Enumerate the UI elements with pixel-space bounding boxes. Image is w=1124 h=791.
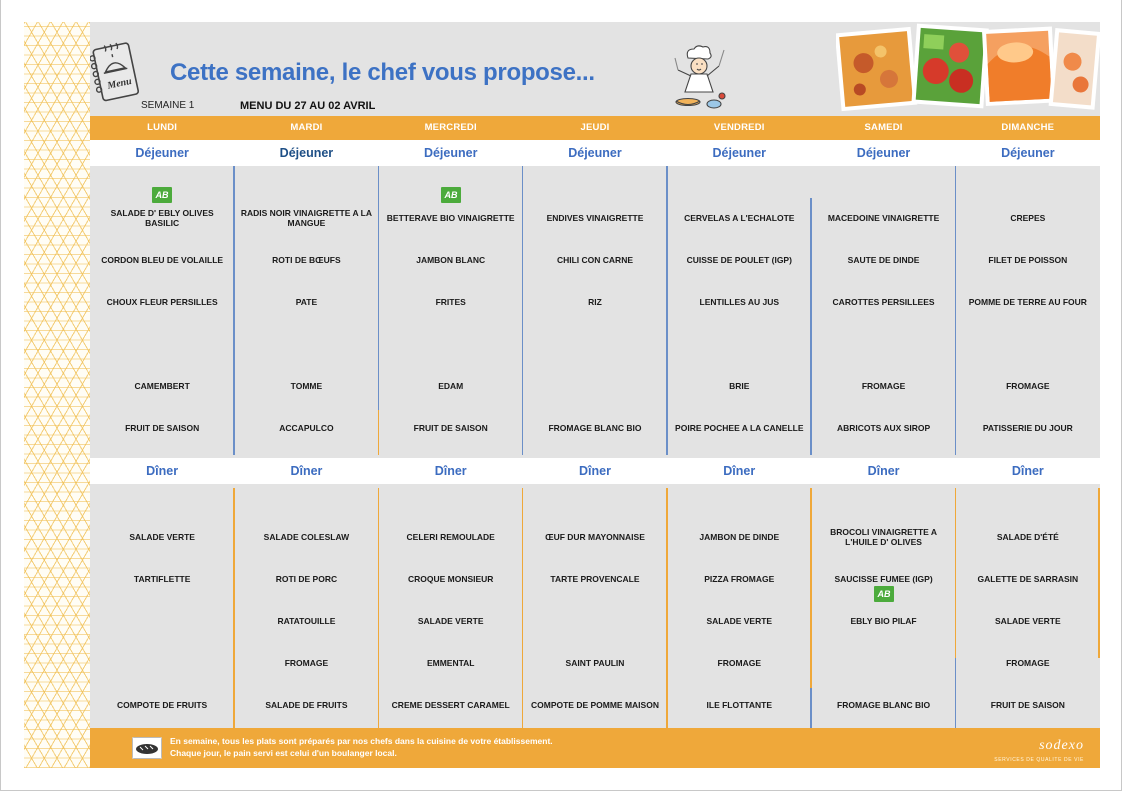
lunch-dish: FILET DE POISSON	[988, 255, 1068, 265]
lunch-header-row	[90, 140, 1100, 166]
dinner-dish: SALADE VERTE	[706, 616, 773, 626]
dinner-dish: FROMAGE	[717, 658, 761, 668]
dinner-label: Dîner	[579, 464, 611, 478]
lunch-label: Déjeuner	[279, 146, 334, 160]
lunch-dish: FRUIT DE SAISON	[413, 423, 488, 433]
lunch-dish: EDAM	[438, 381, 464, 391]
lunch-dish: FRUIT DE SAISON	[125, 423, 200, 433]
organic-ab-label: AB	[877, 589, 891, 599]
column-divider	[233, 166, 235, 455]
brand-logo: sodexo	[1039, 738, 1084, 753]
footer-line-1: En semaine, tous les plats sont préparés par nos chefs dans la cuisine de votre établissement.	[170, 736, 553, 746]
organic-ab-label: AB	[444, 190, 458, 200]
dinner-dish: EMMENTAL	[426, 658, 475, 668]
column-divider	[666, 488, 668, 728]
footer-line-2: Chaque jour, le pain servi est celui d'un boulanger local.	[170, 748, 397, 758]
dinner-dish: SAINT PAULIN	[565, 658, 625, 668]
decorative-pattern	[24, 22, 90, 768]
dinner-dish: ILE FLOTTANTE	[706, 700, 773, 710]
day-header: MARDI	[290, 122, 323, 133]
day-header: DIMANCHE	[1001, 122, 1055, 133]
dinner-dish: ROTI DE PORC	[275, 574, 338, 584]
dinner-dish: EBLY BIO PILAF	[850, 616, 917, 626]
lunch-dish: CERVELAS A L'ECHALOTE	[684, 213, 795, 223]
lunch-dish: ROTI DE BŒUFS	[272, 255, 341, 265]
organic-ab-icon	[874, 586, 894, 602]
lunch-dish: SAUTE DE DINDE	[847, 255, 920, 265]
lunch-dish: CAMEMBERT	[134, 381, 190, 391]
lunch-dish: PATISSERIE DU JOUR	[982, 423, 1073, 433]
day-header: JEUDI	[580, 122, 610, 133]
dinner-dish: COMPOTE DE FRUITS	[117, 700, 208, 710]
dinner-column	[956, 488, 1100, 728]
lunch-column	[234, 166, 378, 455]
dinner-dish: CROQUE MONSIEUR	[407, 574, 494, 584]
lunch-dish: POMME DE TERRE AU FOUR	[968, 297, 1087, 307]
column-divider	[522, 488, 524, 728]
footer-note	[170, 735, 553, 759]
day-header: VENDREDI	[713, 122, 765, 133]
dinner-column	[379, 488, 523, 728]
dinner-dish: RATATOUILLE	[277, 616, 336, 626]
lunch-grid	[90, 166, 1100, 455]
lunch-dish: LENTILLES AU JUS	[699, 297, 780, 307]
lunch-column	[667, 166, 811, 455]
days-header	[90, 116, 1100, 140]
column-divider	[810, 198, 812, 455]
footer-bar	[90, 728, 1100, 768]
organic-ab-label: AB	[155, 190, 169, 200]
page-title: Cette semaine, le chef vous propose...	[170, 59, 595, 86]
dinner-label: Dîner	[1011, 464, 1044, 478]
dinner-dish: CELERI REMOULADE	[406, 532, 495, 542]
column-divider	[810, 488, 812, 688]
food-photos	[836, 22, 1100, 114]
dinner-dish: FRUIT DE SAISON	[990, 700, 1065, 710]
organic-ab-icon	[152, 187, 172, 203]
day-header: MERCREDI	[424, 122, 477, 133]
dinner-dish: FROMAGE BLANC BIO	[837, 700, 931, 710]
lunch-dish: FRITES	[435, 297, 466, 307]
lunch-dish: RADIS NOIR VINAIGRETTE A LA MANGUE	[240, 208, 372, 228]
column-divider	[233, 488, 235, 728]
lunch-column	[956, 166, 1100, 455]
dinner-dish: PIZZA FROMAGE	[704, 574, 775, 584]
lunch-column	[523, 166, 667, 455]
lunch-dish: JAMBON BLANC	[416, 255, 486, 265]
dinner-dish: FROMAGE	[1006, 658, 1050, 668]
dinner-column	[523, 488, 667, 728]
column-divider	[955, 166, 957, 455]
lunch-label: Déjeuner	[423, 146, 478, 160]
menu-sheet	[90, 22, 1100, 768]
column-divider	[955, 658, 957, 728]
lunch-dish: FROMAGE	[861, 381, 906, 391]
lunch-label: Déjeuner	[712, 146, 767, 160]
dinner-label: Dîner	[867, 464, 900, 478]
dinner-dish: SAUCISSE FUMEE (IGP)	[834, 574, 933, 584]
lunch-dish: TOMME	[290, 381, 323, 391]
column-divider	[522, 166, 524, 455]
dinner-dish: GALETTE DE SARRASIN	[977, 574, 1079, 584]
dinner-label: Dîner	[146, 464, 179, 478]
dinner-dish: COMPOTE DE POMME MAISON	[530, 700, 659, 710]
dinner-grid	[90, 488, 1100, 728]
dinner-dish: TARTIFLETTE	[133, 574, 191, 584]
lunch-dish: ACCAPULCO	[279, 423, 334, 433]
lunch-dish: ENDIVES VINAIGRETTE	[546, 213, 644, 223]
column-divider	[378, 488, 380, 728]
dinner-column	[667, 488, 811, 728]
day-header: SAMEDI	[864, 122, 903, 133]
dinner-column	[811, 488, 955, 728]
lunch-dish: MACEDOINE VINAIGRETTE	[827, 213, 940, 223]
dinner-dish: FROMAGE	[284, 658, 329, 668]
lunch-dish: SALADE D' EBLY OLIVES BASILIC	[110, 208, 214, 228]
dinner-dish: SALADE VERTE	[129, 532, 195, 542]
dinner-dish: BROCOLI VINAIGRETTE A L'HUILE D' OLIVES	[830, 527, 937, 547]
dinner-dish: ŒUF DUR MAYONNAISE	[545, 532, 645, 542]
lunch-dish: BRIE	[729, 381, 750, 391]
dinner-dish: SALADE D'ÉTÉ	[996, 532, 1059, 542]
lunch-label: Déjeuner	[135, 146, 189, 160]
dinner-dish: JAMBON DE DINDE	[699, 532, 780, 542]
menu-logo-text: Menu	[106, 75, 133, 92]
dinner-dish: SALADE COLESLAW	[263, 532, 350, 542]
lunch-dish: FROMAGE BLANC BIO	[548, 423, 642, 433]
lunch-dish: BETTERAVE BIO VINAIGRETTE	[386, 213, 515, 223]
column-divider	[378, 410, 380, 455]
lunch-label: Déjeuner	[856, 146, 911, 160]
dinner-label: Dîner	[434, 464, 467, 478]
lunch-dish: CREPES	[1010, 213, 1046, 223]
dinner-dish: SALADE VERTE	[417, 616, 484, 626]
menu-book-icon	[90, 40, 140, 106]
bread-icon	[132, 737, 162, 759]
column-divider	[810, 688, 812, 728]
column-divider	[955, 488, 957, 658]
brand-tagline: SERVICES DE QUALITE DE VIE	[994, 757, 1084, 763]
dinner-header-row	[90, 458, 1100, 484]
chef-illustration	[666, 44, 732, 112]
dinner-column	[90, 488, 234, 728]
dinner-dish: SALADE VERTE	[995, 616, 1061, 626]
lunch-dish: CHOUX FLEUR PERSILLES	[106, 297, 218, 307]
lunch-dish: RIZ	[588, 297, 602, 307]
lunch-column	[811, 166, 955, 455]
column-divider	[378, 166, 380, 410]
dinner-dish: SALADE DE FRUITS	[265, 700, 348, 710]
lunch-column	[90, 166, 234, 455]
lunch-dish: CAROTTES PERSILLEES	[832, 297, 935, 307]
dinner-label: Dîner	[290, 464, 323, 478]
lunch-dish: PATE	[295, 297, 318, 307]
menu-date-range: MENU DU 27 AU 02 AVRIL	[240, 100, 376, 112]
organic-ab-icon	[441, 187, 461, 203]
lunch-dish: CUISSE DE POULET (IGP)	[686, 255, 792, 265]
column-divider	[666, 166, 668, 455]
lunch-dish: CHILI CON CARNE	[556, 255, 633, 265]
lunch-dish: CORDON BLEU DE VOLAILLE	[101, 255, 224, 265]
lunch-column	[379, 166, 523, 455]
dinner-label: Dîner	[723, 464, 756, 478]
week-label: SEMAINE 1	[141, 100, 195, 111]
lunch-label: Déjeuner	[568, 146, 622, 160]
day-header: LUNDI	[147, 122, 178, 133]
column-divider	[1098, 488, 1100, 658]
lunch-label: Déjeuner	[1001, 146, 1055, 160]
lunch-dish: ABRICOTS AUX SIROP	[836, 423, 931, 433]
lunch-dish: POIRE POCHEE A LA CANELLE	[675, 423, 804, 433]
menu-header	[90, 22, 1100, 116]
dinner-column	[234, 488, 378, 728]
lunch-dish: FROMAGE	[1006, 381, 1050, 391]
dinner-dish: CREME DESSERT CARAMEL	[391, 700, 510, 710]
dinner-dish: TARTE PROVENCALE	[550, 574, 640, 584]
